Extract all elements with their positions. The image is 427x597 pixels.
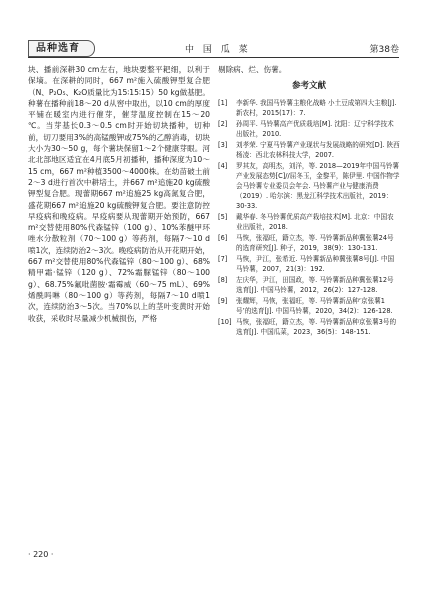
reference-text: 张耀辉，马恢，张福旺，等. 马铃薯新品种‘京张薯1号’的选育[J]. 中国马铃薯，2020，34(2)：126-128. [236,297,393,316]
page-number: · 220 · [28,550,54,559]
reference-text: 李新华. 我国马铃薯主粮化战略 小土豆成第四大主粮[J]. 新农村，2015(17)：7. [236,98,397,117]
reference-number: [3] [218,140,228,149]
reference-item [218,275,400,295]
reference-number: [9] [218,297,228,306]
reference-item [218,254,400,274]
reference-item [218,212,400,232]
header-rule [28,57,399,58]
body-paragraph: 块、播前深耕30 cm左右，地块要整平耙细，以利于保墒。在深耕的同时，667 m²施入硫酸钾型复合肥（N、P₂O₅、K₂O质量比为15∶15∶15）50 kg做基肥。种薯在播种前18～20 d从窖中取出，以10 cm的厚度平铺在暖室内进行催芽，催芽温度控制在15～20 ℃。当芽基长0.3～0.5 cm时开始切块播种，切种前，切刀要用3%的高锰酸钾或75%的乙醇消毒，切块大小为30～50 g，每个薯块保留1～2个健康芽眼。河北北部地区适宜在4月底5月初播种，播种深度为10～15 cm，667 m²种植3500～4000株。在幼苗破土前2～3 d进行首次中耕培土，并667 m²追施20 kg硫酸钾型复合肥。现蕾期667 m²追施25 kg高氮复合肥，盛花期667 m²追施20 kg硫酸钾复合肥。要注意防控早疫病和晚疫病。早疫病要从现蕾期开始预防，667 m²交替使用80%代森锰锌（100 g）、10%苯醚甲环唑水分散粒剂（70～100 g）等药剂，每隔7～10 d喷1次，连续防治2～3次。晚疫病防治从开花期开始，667 m²交替使用80%代森锰锌（80～100 g）、68%精甲霜·锰锌（120 g）、72%霜脲锰锌（80～100 g）、68.75%氟吡菌胺·霜霉威（60～75 mL）、69%烯酰吗啉（80～100 g）等药剂，每隔7～10 d喷1次，连续防治3～5次。当70%以上的茎叶变黄时开始收获，采收时尽量减少机械损伤，严格 [28,65,210,323]
reference-item [218,161,400,212]
reference-text: 戴华春. 冬马铃薯优质高产栽培技术[M]. 北京：中国农业出版社，2018. [236,213,394,232]
volume-label: 第38卷 [369,45,399,55]
reference-number: [8] [218,276,228,285]
references-heading: 参考文献 [291,81,326,92]
reference-number: [1] [218,98,228,107]
reference-text: 孙周平. 马铃薯高产优质栽培[M]. 沈阳：辽宁科学技术出版社，2010. [236,119,394,138]
journal-title: 中 国 瓜 菜 [185,45,251,55]
reference-text: 马恢，张福旺，籍立杰，等. 马铃薯新品种冀张薯24号的选育研究[J]. 种子，2019，38(9)：130-131. [236,234,394,253]
reference-number: [2] [218,119,228,128]
reference-text: 左庆华，尹江，田国政，等. 马铃薯新品种冀张薯12号选育[J]. 中国马铃薯，2012，26(2)：127-128. [236,276,394,295]
reference-number: [5] [218,213,228,222]
reference-text: 马恢，尹江，张希近. 马铃薯新品种冀张薯8号[J]. 中国马铃薯，2007，21(3)：192. [236,255,395,274]
reference-list [218,98,400,338]
reference-item [218,317,400,337]
reference-text: 刘孝荣. 宁夏马铃薯产业现状与发展战略的研究[D]. 陕西杨凌：西北农林科技大学，2007. [236,140,400,159]
right-column [218,64,400,338]
reference-item [218,119,400,139]
page-header [0,0,427,62]
reference-number: [7] [218,255,228,264]
reference-number: [4] [218,161,228,170]
reference-item [218,233,400,253]
reference-item [218,98,400,118]
reference-item [218,140,400,160]
reference-number: [6] [218,234,228,243]
left-column [28,64,210,324]
reference-item [218,296,400,316]
reference-number: [10] [218,318,232,327]
reference-text: 马恢，张福旺，籍立杰，等. 马铃薯新品种京张薯3号的选育[J]. 中国瓜菜，2023，36(5)：148-151. [236,318,397,337]
body-continuation: 剔除病、烂、伤薯。 [218,65,287,74]
reference-text: 罗其友，高明杰，刘洋，等. 2018—2019年中国马铃薯产业发展态势[C]//屈冬玉，金黎平，陈伊里. 中国作物学会马铃薯专业委员会年会. 马铃薯产业与健康消费（2019）. 哈尔滨：黑龙江科学技术出版社，2019：30-33. [236,161,400,211]
section-tag: 品种选育 [28,40,95,57]
